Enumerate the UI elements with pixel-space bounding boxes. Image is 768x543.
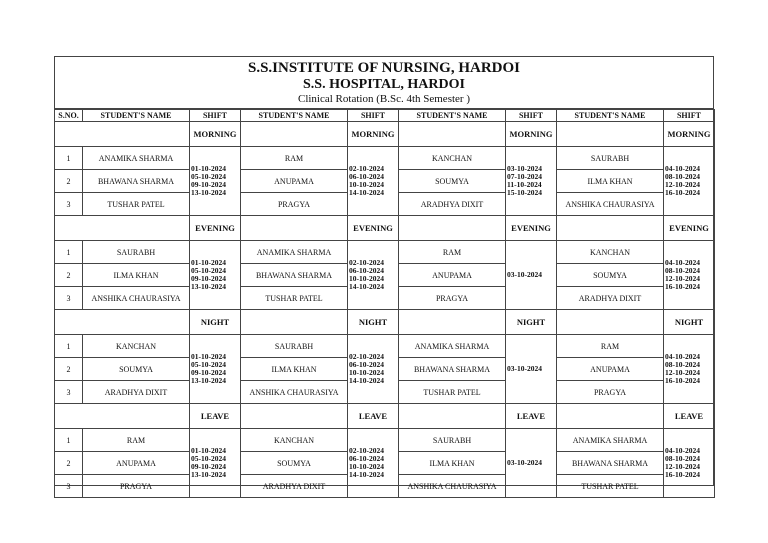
shift-date: 02-10-2024 xyxy=(349,352,384,362)
shift-date: 07-10-2024 xyxy=(507,172,542,182)
student-name: ANAMIKA SHARMA xyxy=(83,147,190,170)
blank-cell xyxy=(557,404,664,429)
student-name: PRAGYA xyxy=(83,475,190,498)
rotation-caption: Clinical Rotation (B.Sc. 4th Semester ) xyxy=(297,93,470,105)
student-name: KANCHAN xyxy=(83,335,190,358)
student-name: ANSHIKA CHAURASIYA xyxy=(557,193,664,216)
blank-cell xyxy=(557,310,664,335)
serial-number: 1 xyxy=(55,335,83,358)
shift-date: 16-10-2024 xyxy=(665,375,700,385)
shift-date: 16-10-2024 xyxy=(665,281,700,291)
shift-date: 08-10-2024 xyxy=(665,266,700,276)
student-name: ANUPAMA xyxy=(557,358,664,381)
blank-cell xyxy=(241,404,348,429)
blank-cell xyxy=(55,216,190,241)
shift-header-row xyxy=(55,404,715,429)
shift-date: 05-10-2024 xyxy=(191,454,226,464)
shift-date: 05-10-2024 xyxy=(191,360,226,370)
shift-label: NIGHT xyxy=(348,310,399,335)
shift-label: EVENING xyxy=(506,216,557,241)
col-header-sno: S.NO. xyxy=(55,110,83,122)
shift-date: 13-10-2024 xyxy=(191,469,226,479)
student-name: ILMA KHAN xyxy=(241,358,348,381)
shift-date: 16-10-2024 xyxy=(665,187,700,197)
student-name: BHAWANA SHARMA xyxy=(557,452,664,475)
col-header-name-4: STUDENT'S NAME xyxy=(557,110,664,122)
col-header-name-2: STUDENT'S NAME xyxy=(241,110,348,122)
shift-date: 15-10-2024 xyxy=(507,187,542,197)
shift-dates xyxy=(190,335,241,404)
shift-date: 04-10-2024 xyxy=(665,164,700,174)
shift-date: 09-10-2024 xyxy=(191,462,226,471)
shift-label: EVENING xyxy=(348,216,399,241)
document-header xyxy=(55,57,713,109)
col-header-shift-1: SHIFT xyxy=(190,110,241,122)
shift-date: 10-10-2024 xyxy=(349,274,384,283)
shift-date: 04-10-2024 xyxy=(665,446,700,456)
student-name: SOUMYA xyxy=(241,452,348,475)
student-name: RAM xyxy=(241,147,348,170)
shift-date: 10-10-2024 xyxy=(349,462,384,471)
shift-date: 08-10-2024 xyxy=(665,360,700,370)
col-header-shift-4: SHIFT xyxy=(664,110,715,122)
serial-number: 2 xyxy=(55,358,83,381)
shift-date: 06-10-2024 xyxy=(349,360,384,370)
shift-dates xyxy=(190,147,241,216)
shift-date: 05-10-2024 xyxy=(191,266,226,276)
student-name: TUSHAR PATEL xyxy=(399,381,506,404)
shift-label: NIGHT xyxy=(664,310,715,335)
blank-cell xyxy=(399,216,506,241)
student-name: PRAGYA xyxy=(399,287,506,310)
shift-dates xyxy=(348,335,399,404)
student-name: SAURABH xyxy=(83,241,190,264)
shift-dates xyxy=(664,147,715,216)
student-name: ANAMIKA SHARMA xyxy=(241,241,348,264)
shift-date: 10-10-2024 xyxy=(349,368,384,377)
shift-date: 11-10-2024 xyxy=(507,180,542,189)
shift-date: 13-10-2024 xyxy=(191,281,226,291)
shift-label: EVENING xyxy=(664,216,715,241)
student-name: RAM xyxy=(557,335,664,358)
student-name: ANAMIKA SHARMA xyxy=(399,335,506,358)
blank-cell xyxy=(241,216,348,241)
shift-label: EVENING xyxy=(190,216,241,241)
col-header-shift-3: SHIFT xyxy=(506,110,557,122)
serial-number: 3 xyxy=(55,193,83,216)
student-name: ARADHYA DIXIT xyxy=(83,381,190,404)
serial-number: 2 xyxy=(55,264,83,287)
shift-dates xyxy=(506,147,557,216)
shift-date: 08-10-2024 xyxy=(665,172,700,182)
student-name: BHAWANA SHARMA xyxy=(241,264,348,287)
student-name: BHAWANA SHARMA xyxy=(399,358,506,381)
blank-cell xyxy=(55,310,190,335)
shift-label: MORNING xyxy=(506,122,557,147)
shift-date: 12-10-2024 xyxy=(665,462,700,471)
serial-number: 1 xyxy=(55,241,83,264)
shift-dates xyxy=(664,241,715,310)
student-name: SAURABH xyxy=(399,429,506,452)
shift-dates xyxy=(348,429,399,498)
shift-header-row xyxy=(55,122,715,147)
shift-dates xyxy=(506,335,557,404)
student-name: ARADHYA DIXIT xyxy=(399,193,506,216)
shift-label: LEAVE xyxy=(348,404,399,429)
shift-date: 12-10-2024 xyxy=(665,180,700,189)
student-name: KANCHAN xyxy=(557,241,664,264)
shift-date: 06-10-2024 xyxy=(349,266,384,276)
shift-header-row xyxy=(55,310,715,335)
student-name: TUSHAR PATEL xyxy=(241,287,348,310)
shift-date: 09-10-2024 xyxy=(191,368,226,377)
shift-date: 10-10-2024 xyxy=(349,180,384,189)
blank-cell xyxy=(55,404,190,429)
column-header-row xyxy=(55,110,715,122)
shift-date: 01-10-2024 xyxy=(191,258,226,268)
col-header-name-3: STUDENT'S NAME xyxy=(399,110,506,122)
student-name: TUSHAR PATEL xyxy=(557,475,664,498)
shift-date: 01-10-2024 xyxy=(191,352,226,362)
shift-date: 04-10-2024 xyxy=(665,352,700,362)
shift-label: MORNING xyxy=(664,122,715,147)
student-row xyxy=(55,147,715,170)
shift-date: 12-10-2024 xyxy=(665,368,700,377)
shift-date: 03-10-2024 xyxy=(507,458,542,468)
serial-number: 3 xyxy=(55,381,83,404)
student-name: ANAMIKA SHARMA xyxy=(557,429,664,452)
serial-number: 2 xyxy=(55,452,83,475)
student-name: ILMA KHAN xyxy=(399,452,506,475)
blank-cell xyxy=(399,122,506,147)
student-name: BHAWANA SHARMA xyxy=(83,170,190,193)
shift-date: 03-10-2024 xyxy=(507,164,542,174)
student-name: SOUMYA xyxy=(557,264,664,287)
shift-date: 14-10-2024 xyxy=(349,187,384,197)
shift-date: 09-10-2024 xyxy=(191,274,226,283)
shift-dates xyxy=(664,335,715,404)
serial-number: 2 xyxy=(55,170,83,193)
shift-date: 13-10-2024 xyxy=(191,187,226,197)
shift-label: MORNING xyxy=(190,122,241,147)
shift-label: NIGHT xyxy=(190,310,241,335)
shift-date: 02-10-2024 xyxy=(349,164,384,174)
shift-date: 14-10-2024 xyxy=(349,469,384,479)
hospital-title: S.S. HOSPITAL, HARDOI xyxy=(303,77,465,92)
blank-cell xyxy=(55,122,190,147)
shift-dates xyxy=(506,241,557,310)
shift-header-row xyxy=(55,216,715,241)
serial-number: 1 xyxy=(55,147,83,170)
student-name: ILMA KHAN xyxy=(557,170,664,193)
blank-cell xyxy=(557,122,664,147)
student-name: ANUPAMA xyxy=(83,452,190,475)
serial-number: 3 xyxy=(55,287,83,310)
rotation-body xyxy=(55,122,715,498)
student-row xyxy=(55,241,715,264)
shift-dates xyxy=(190,429,241,498)
shift-label: NIGHT xyxy=(506,310,557,335)
blank-cell xyxy=(399,404,506,429)
student-name: ANUPAMA xyxy=(241,170,348,193)
shift-date: 02-10-2024 xyxy=(349,258,384,268)
shift-dates xyxy=(664,429,715,498)
shift-label: LEAVE xyxy=(190,404,241,429)
student-name: ARADHYA DIXIT xyxy=(241,475,348,498)
student-row xyxy=(55,335,715,358)
shift-date: 13-10-2024 xyxy=(191,375,226,385)
blank-cell xyxy=(557,216,664,241)
student-name: PRAGYA xyxy=(241,193,348,216)
student-name: ANSHIKA CHAURASIYA xyxy=(399,475,506,498)
student-name: ILMA KHAN xyxy=(83,264,190,287)
shift-date: 03-10-2024 xyxy=(507,364,542,374)
shift-date: 04-10-2024 xyxy=(665,258,700,268)
student-row xyxy=(55,429,715,452)
col-header-name-1: STUDENT'S NAME xyxy=(83,110,190,122)
student-name: TUSHAR PATEL xyxy=(83,193,190,216)
student-name: SAURABH xyxy=(241,335,348,358)
student-name: SAURABH xyxy=(557,147,664,170)
student-name: KANCHAN xyxy=(241,429,348,452)
shift-date: 06-10-2024 xyxy=(349,172,384,182)
serial-number: 1 xyxy=(55,429,83,452)
shift-date: 12-10-2024 xyxy=(665,274,700,283)
blank-cell xyxy=(241,122,348,147)
shift-date: 08-10-2024 xyxy=(665,454,700,464)
shift-label: MORNING xyxy=(348,122,399,147)
blank-cell xyxy=(241,310,348,335)
shift-date: 09-10-2024 xyxy=(191,180,226,189)
col-header-shift-2: SHIFT xyxy=(348,110,399,122)
shift-date: 03-10-2024 xyxy=(507,270,542,280)
student-name: RAM xyxy=(83,429,190,452)
shift-label: LEAVE xyxy=(506,404,557,429)
student-name: ANUPAMA xyxy=(399,264,506,287)
serial-number: 3 xyxy=(55,475,83,498)
shift-date: 14-10-2024 xyxy=(349,375,384,385)
shift-date: 01-10-2024 xyxy=(191,446,226,456)
blank-cell xyxy=(399,310,506,335)
shift-date: 05-10-2024 xyxy=(191,172,226,182)
shift-label: LEAVE xyxy=(664,404,715,429)
shift-dates xyxy=(190,241,241,310)
student-name: ANSHIKA CHAURASIYA xyxy=(241,381,348,404)
shift-date: 14-10-2024 xyxy=(349,281,384,291)
student-name: KANCHAN xyxy=(399,147,506,170)
rotation-sheet xyxy=(54,56,714,491)
rotation-table xyxy=(54,109,715,498)
student-name: RAM xyxy=(399,241,506,264)
student-name: ARADHYA DIXIT xyxy=(557,287,664,310)
student-name: SOUMYA xyxy=(83,358,190,381)
student-name: PRAGYA xyxy=(557,381,664,404)
shift-date: 16-10-2024 xyxy=(665,469,700,479)
shift-dates xyxy=(348,241,399,310)
student-name: SOUMYA xyxy=(399,170,506,193)
shift-dates xyxy=(506,429,557,498)
institute-title: S.S.INSTITUTE OF NURSING, HARDOI xyxy=(247,60,520,76)
student-name: ANSHIKA CHAURASIYA xyxy=(83,287,190,310)
shift-date: 02-10-2024 xyxy=(349,446,384,456)
shift-date: 06-10-2024 xyxy=(349,454,384,464)
shift-date: 01-10-2024 xyxy=(191,164,226,174)
shift-dates xyxy=(348,147,399,216)
